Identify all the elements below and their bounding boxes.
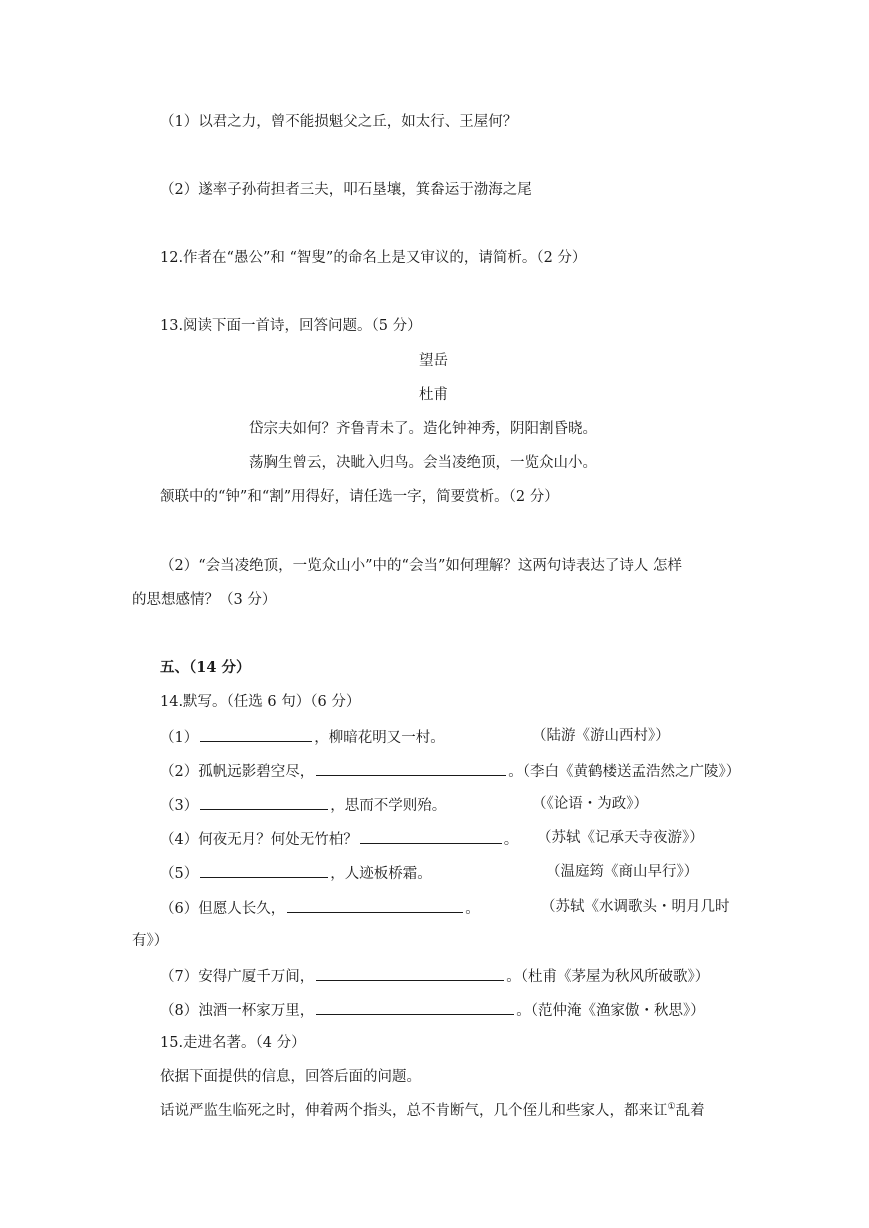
dictation-item-7 bbox=[160, 965, 709, 987]
dictation-source-5: （温庭筠《商山早行》） bbox=[546, 864, 699, 880]
dictation-item-8 bbox=[160, 999, 705, 1021]
q11-item-2: （2）遂率子孙荷担者三夫，叩石垦壤，箕畚运于渤海之尾 bbox=[160, 182, 532, 198]
footnote-marker: ① bbox=[667, 1102, 676, 1113]
dictation-item-5 bbox=[160, 862, 432, 884]
item-prefix: （3） bbox=[160, 798, 199, 814]
section-heading: 五、（14 分） bbox=[160, 659, 251, 676]
item-prefix: （7）安得广厦千万间， bbox=[160, 969, 315, 985]
dictation-source-7: （杜甫《茅屋为秋风所破歌》） bbox=[520, 969, 710, 985]
answer-blank[interactable] bbox=[316, 965, 504, 981]
q12-question: 12.作者在“愚公”和 “智叟”的命名上是又审议的，请简析。（2 分） bbox=[160, 250, 587, 266]
q11-item-1: （1）以君之力，曾不能损魁父之丘，如太行、王屋何？ bbox=[160, 114, 518, 130]
passage-text-end: 乱着 bbox=[675, 1103, 705, 1119]
item-text: ，思而不学则殆。 bbox=[330, 798, 447, 814]
dictation-source-2: （李白《黄鹤楼送孟浩然之广陵》） bbox=[522, 764, 741, 780]
q14-intro: 14.默写。（任选 6 句）（6 分） bbox=[160, 694, 361, 710]
answer-blank[interactable] bbox=[316, 999, 514, 1015]
item-prefix: （4）何夜无月？何处无竹柏？ bbox=[160, 832, 358, 848]
poem-title: 望岳 bbox=[419, 353, 448, 369]
item-suffix: 。 bbox=[503, 832, 519, 848]
dictation-source-1: （陆游《游山西村》） bbox=[532, 728, 670, 744]
dictation-source-6: （苏轼《水调歌头・明月几时 bbox=[541, 899, 730, 915]
dictation-item-4 bbox=[160, 828, 518, 850]
dictation-item-3 bbox=[160, 794, 446, 816]
q15-passage bbox=[160, 1101, 705, 1121]
q15-instruction: 依据下面提供的信息，回答后面的问题。 bbox=[160, 1069, 421, 1085]
poem-line-1: 岱宗夫如何？齐鲁青未了。造化钟神秀，阴阳割昏晓。 bbox=[249, 421, 597, 437]
q13-sub-2-line-1: （2）“会当凌绝顶，一览众山小”中的“会当”如何理解？这两句诗表达了诗人 怎样 bbox=[160, 558, 682, 574]
answer-blank[interactable] bbox=[200, 862, 328, 878]
answer-blank[interactable] bbox=[287, 897, 463, 913]
dictation-source-8: （范仲淹《渔家傲・秋思》） bbox=[530, 1003, 705, 1019]
item-prefix: （6）但愿人长久， bbox=[160, 901, 286, 917]
q13-sub-2-line-2: 的思想感情？（3 分） bbox=[132, 592, 277, 608]
passage-text: 话说严监生临死之时，伸着两个指头，总不肯断气，几个侄儿和些家人，都来讧 bbox=[160, 1103, 668, 1119]
answer-blank[interactable] bbox=[200, 794, 328, 810]
q13-sub-1: 颔联中的“钟”和“割”用得好，请任选一字，简要赏析。（2 分） bbox=[160, 489, 559, 505]
dictation-source-3: （《论语・为政》） bbox=[532, 796, 648, 812]
dictation-source-6-wrap: 有》） bbox=[132, 933, 169, 949]
dictation-source-4: （苏轼《记承天寺夜游》） bbox=[537, 830, 704, 846]
item-text: ，人迹板桥霜。 bbox=[330, 866, 432, 882]
dictation-item-1 bbox=[160, 726, 445, 748]
item-suffix: 。 bbox=[465, 901, 480, 917]
poem-line-2: 荡胸生曾云，决眦入归鸟。会当凌绝顶，一览众山小。 bbox=[249, 455, 597, 471]
answer-blank[interactable] bbox=[360, 828, 502, 844]
item-prefix: （5） bbox=[160, 866, 199, 882]
dictation-item-2 bbox=[160, 760, 740, 782]
poem-author: 杜甫 bbox=[419, 387, 448, 403]
item-prefix: （8）浊酒一杯家万里， bbox=[160, 1003, 315, 1019]
item-suffix: 。 bbox=[506, 969, 521, 985]
answer-blank[interactable] bbox=[200, 726, 312, 742]
q13-intro: 13.阅读下面一首诗，回答问题。（5 分） bbox=[160, 318, 422, 334]
q15-intro: 15.走进名著。（4 分） bbox=[160, 1035, 306, 1051]
item-suffix: 。 bbox=[508, 764, 523, 780]
item-suffix: 。 bbox=[516, 1003, 531, 1019]
answer-blank[interactable] bbox=[316, 760, 506, 776]
item-prefix: （2）孤帆远影碧空尽， bbox=[160, 764, 315, 780]
dictation-item-6 bbox=[160, 897, 480, 919]
item-text: ，柳暗花明又一村。 bbox=[314, 730, 445, 746]
item-prefix: （1） bbox=[160, 730, 199, 746]
